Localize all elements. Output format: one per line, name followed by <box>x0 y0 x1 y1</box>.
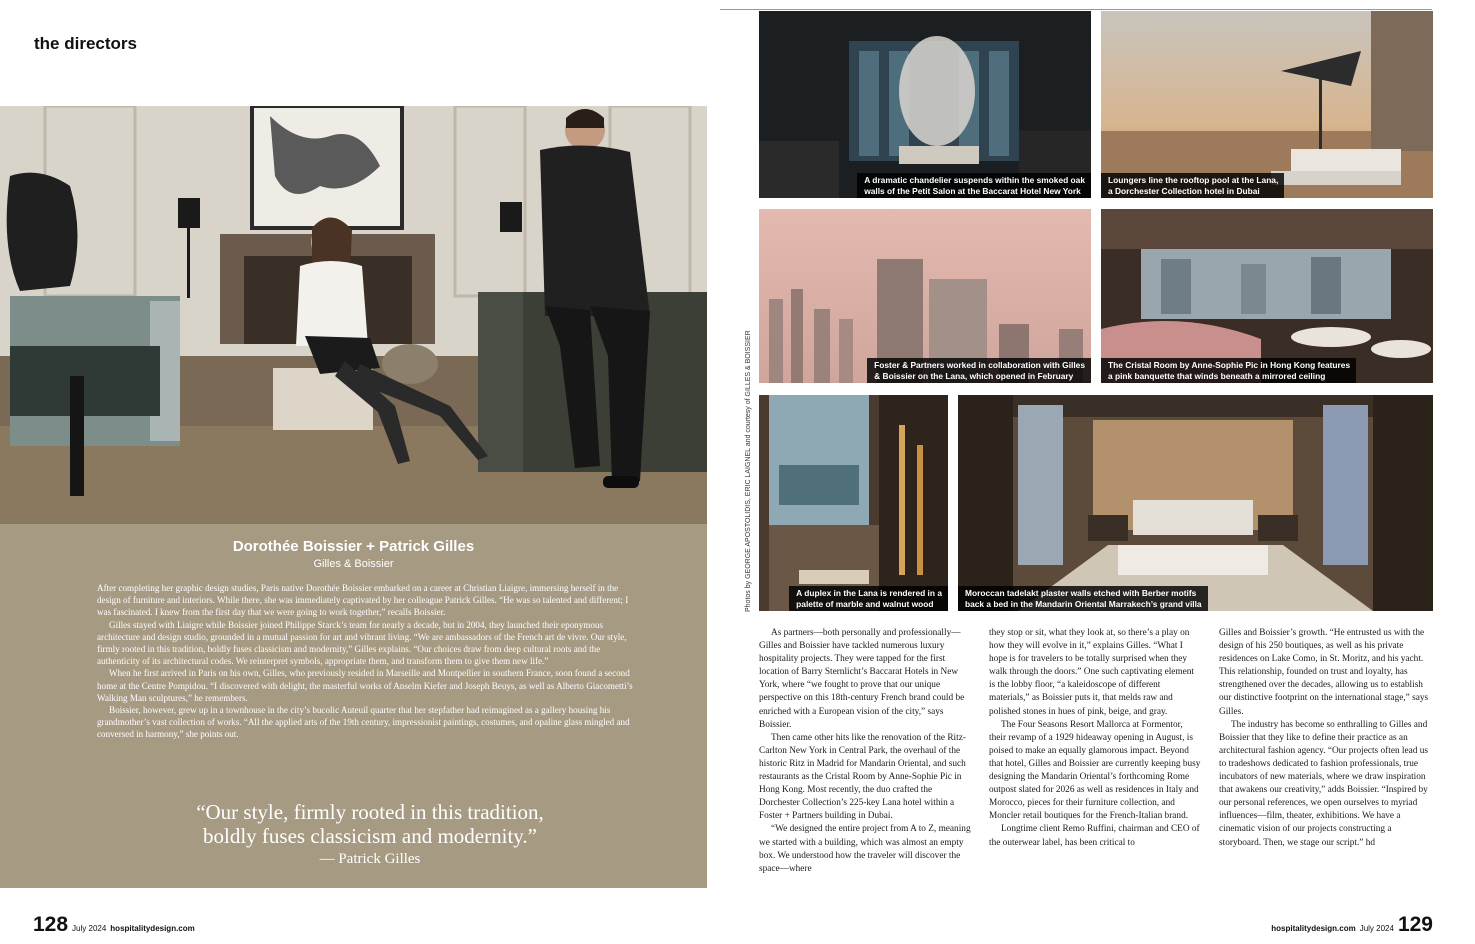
top-rule <box>720 9 1432 10</box>
photo-baccarat-petit-salon <box>759 11 1091 198</box>
profile-panel <box>0 524 707 888</box>
folio-left <box>33 913 195 937</box>
caption-line: Moroccan tadelakt plaster walls etched with Berber motifs <box>965 588 1197 598</box>
profile-names: Dorothée Boissier + Patrick Gilles <box>232 538 475 555</box>
caption-line: a Dorchester Collection hotel in Dubai <box>1108 185 1260 196</box>
site-url: hospitalitydesign.com <box>110 924 195 933</box>
bio-paragraph: Boissier, however, grew up in a townhouse in the city’s bucolic Auteuil quarter that her stepfather had reimagined as a gallery housing his grandmother’s vast collection of works. “All the applied arts of the 19th century, impressionist paintings, costumes, and opaline glass mingled and conversed in harmony,” she points out. <box>97 705 630 740</box>
article-paragraph: The Four Seasons Resort Mallorca at Formentor, their revamp of a 1929 hideaway opening in August, is poised to make an equally glamorous impact. Beyond that hotel, Gilles and Boissier are currently keeping busy designing the Mandarin Oriental’s forthcoming Rome outpost slated for 2026 as well as residences in Italy and Morocco, pieces for their furniture collection, and Moncler retail boutiques for the French-Italian brand. <box>989 719 1201 822</box>
article-paragraph: they stop or sit, what they look at, so there’s a play on how they will evolve in it,” explains Gilles. “What I hope is for travelers to be totally surprised when they walk through the doors.” One such captivating element is the lobby floor, “a kaleidoscope of different materials,” as Boissier puts it, that melds raw and polished stones in hues of pink, beige, and gray. <box>989 628 1194 717</box>
caption-line: A duplex in the Lana is rendered in a <box>796 588 942 598</box>
profile-bio <box>97 582 642 741</box>
bio-paragraph: Gilles stayed with Liaigre while Boissier joined Philippe Starck’s team for nearly a decade, but in 2004, they launched their eponymous architecture and design studio, grounded in a mutual passion for art and vibrant living. “We are ambassadors of the French art de vivre. Our style, firmly rooted in this tradition, boldly fuses classicism and modernity,” Gilles explains. “Our choices draw from deep cultural roots and the authenticity of its architectural codes. We reinterpret symbols, appropriate them, and transform them to give them new life.” <box>97 619 627 667</box>
article-paragraph: The industry has become so enthralling to Gilles and Boissier that they like to define their practice as an architectural fashion agency. “Our projects often lead us to tradeshows dedicated to fashion professionals, true incubators of new materials, where we draw inspiration that awakens our creativity,” adds Boissier. “Inspired by our personal references, we open ourselves to myriad influences—film, theater, exhibitions. We have a cinematic vision of our projects constructing a storyboard. Then, we stage our script.” hd <box>1219 719 1429 848</box>
pull-quote-line: “Our style, firmly rooted in this tradition, <box>196 800 544 824</box>
pull-quote-line: boldly fuses classicism and modernity.” <box>203 824 537 848</box>
photo-cristal-room <box>1101 209 1433 383</box>
photo-caption <box>958 586 1208 611</box>
article-paragraph: “We designed the entire project from A to Z, meaning we started with a building, which was almost an empty box. We understood how the traveler will discover the space—where <box>759 824 971 874</box>
photo-caption <box>789 586 948 611</box>
article-paragraph: Then came other hits like the renovation of the Ritz-Carlton New York in Central Park, the overhaul of the historic Ritz in Madrid for Mandarin Oriental, and such restaurants as the Cristal Room by Anne-Sophie Pic in Hong Kong. Most recently, the duo crafted the Dorchester Collection’s 225-key Lana hotel within a Foster + Partners building in Dubai. <box>759 732 966 822</box>
photo-credit: Photos by GEORGE APOSTOLIDIS, ERIC LAIGNEL and courtesy of GILLES & BOISSIER <box>745 330 752 612</box>
caption-line: a pink banquette that winds beneath a mirrored ceiling <box>1108 370 1326 381</box>
issue-date: July 2024 <box>1359 924 1394 933</box>
profile-firm: Gilles & Boissier <box>313 558 394 570</box>
page-number: 129 <box>1397 913 1433 936</box>
photo-lana-rooftop-pool <box>1101 11 1433 198</box>
article-paragraph: As partners—both personally and professionally—Gilles and Boissier have tackled numerous luxury hospitality projects. They were tapped for the first location of Barry Sternlicht’s Baccarat Hotels in New York, where “we fought to prove that our unique perspective on this 18th-century French brand could be enriched with a European vision of the city,” says Boissier. <box>759 628 965 730</box>
caption-line: walls of the Petit Salon at the Baccarat Hotel New York <box>864 185 1081 196</box>
folio-right <box>1271 913 1433 937</box>
bio-paragraph: After completing her graphic design studies, Paris native Dorothée Boissier embarked on a career at Christian Liaigre, immersing herself in the design of furniture and interiors. While there, she was immediately captivated by her colleague Patrick Gilles. “He was so talented and different; I was fascinated. I knew from the first day that we were going to work together,” recalls Boissier. <box>97 583 629 618</box>
caption-line: A dramatic chandelier suspends within the smoked oak <box>864 175 1085 185</box>
pull-quote-attribution: — Patrick Gilles <box>319 851 421 867</box>
caption-line: back a bed in the Mandarin Oriental Marrakech’s grand villa <box>965 598 1202 609</box>
article-column-1 <box>759 627 972 876</box>
photo-caption <box>857 173 1091 198</box>
caption-line: The Cristal Room by Anne-Sophie Pic in Hong Kong features <box>1108 360 1351 370</box>
hero-portrait-photo <box>0 106 707 524</box>
photo-caption <box>1101 358 1356 383</box>
article-column-3 <box>1219 627 1432 850</box>
photo-caption <box>1101 173 1284 198</box>
photo-marrakech-villa <box>958 395 1433 611</box>
caption-line: Loungers line the rooftop pool at the Lana, <box>1108 175 1279 185</box>
caption-line: palette of marble and walnut wood <box>796 598 934 609</box>
photo-lana-tower <box>759 209 1091 383</box>
section-label: the directors <box>34 34 137 53</box>
issue-date: July 2024 <box>72 924 107 933</box>
bio-paragraph: When he first arrived in Paris on his own, Gilles, who previously resided in Marseille and Montpellier in southern France, soon found a second home at the Centre Pompidou. “I discovered with delight, the masterful works of Anselm Kiefer and Joseph Beuys, as well as Alberto Giacometti’s Walking Man sculptures,” he remembers. <box>97 668 633 703</box>
article-paragraph: Gilles and Boissier’s growth. “He entrusted us with the design of his 250 boutiques, as well as his private residences on Lake Como, in St. Moritz, and his yacht. This relationship, founded on trust and loyalty, has strengthened over the decades, allowing us to establish our distinctive footprint on the international stage,” says Gilles. <box>1219 628 1429 717</box>
site-url: hospitalitydesign.com <box>1271 924 1356 933</box>
pull-quote <box>0 800 740 848</box>
photo-caption <box>867 358 1091 383</box>
photo-lana-duplex <box>759 395 948 611</box>
article-column-2 <box>989 627 1201 850</box>
article-paragraph: Longtime client Remo Ruffini, chairman and CEO of the outerwear label, has been critical to <box>989 824 1200 848</box>
caption-line: Foster & Partners worked in collaboration with Gilles <box>874 360 1085 370</box>
page-number: 128 <box>33 913 69 936</box>
caption-line: & Boissier on the Lana, which opened in February <box>874 370 1074 381</box>
